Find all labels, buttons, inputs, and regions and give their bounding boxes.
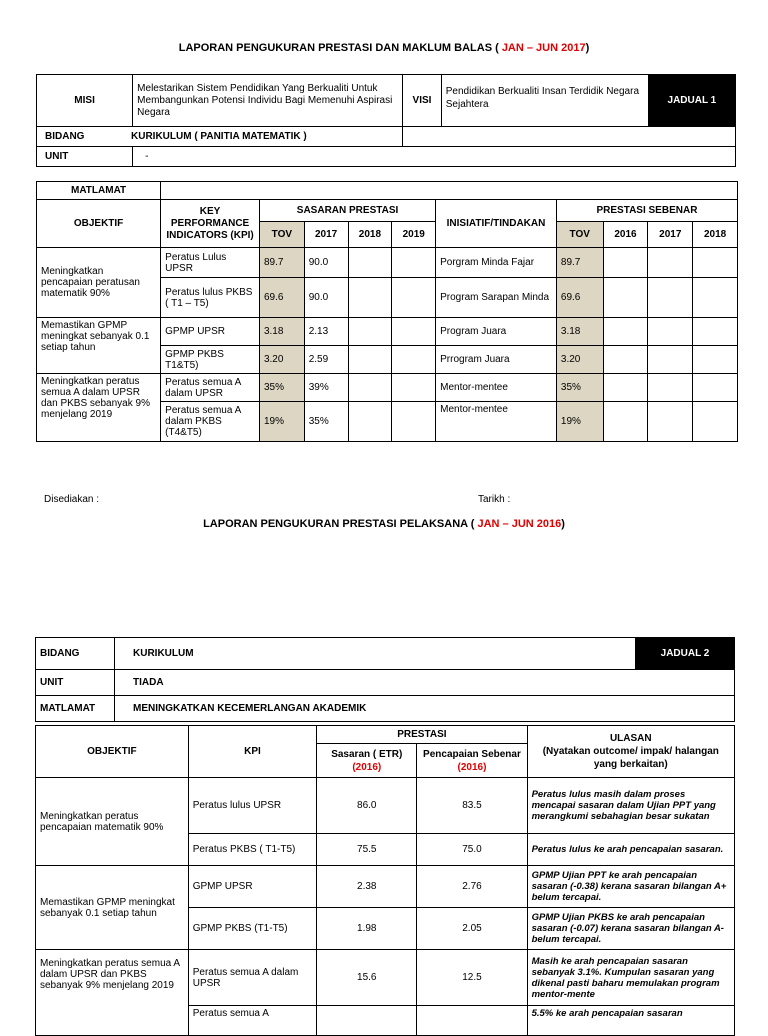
report1-main-table <box>36 181 738 442</box>
ulasan-cell: GPMP Ujian PPT ke arah pencapaian sasaran (-0.38) kerana sasaran bilangan A+ belum tercapai. <box>527 866 734 908</box>
prestasi-tov-header: TOV <box>556 222 603 248</box>
ulasan-cell: 5.5% ke arah pencapaian sasaran <box>527 1006 734 1036</box>
bidang-value: KURIKULUM ( PANITIA MATEMATIK ) <box>131 131 307 142</box>
kpi2-header: KPI <box>188 726 316 778</box>
kpi2-cell: GPMP PKBS (T1-T5) <box>188 908 316 950</box>
sasaran-2017-cell: 2.13 <box>304 318 348 346</box>
report1-header-table <box>36 74 736 167</box>
kpi-cell: Peratus Lulus UPSR <box>161 248 260 278</box>
unit2-label: UNIT <box>36 670 115 696</box>
prestasi-2016-header: 2016 <box>603 222 648 248</box>
table-row <box>36 950 735 1006</box>
sasaran2-cell: 86.0 <box>317 778 417 834</box>
report1-title: LAPORAN PENGUKURAN PRESTASI DAN MAKLUM BALAS ( JAN – JUN 2017) <box>178 42 590 54</box>
tov-cell: 69.6 <box>259 278 304 318</box>
pencapaian2-cell: 75.0 <box>417 834 527 866</box>
prestasi2-header: PRESTASI <box>317 726 527 744</box>
prestasi-2018-header: 2018 <box>693 222 738 248</box>
inisiatif-cell: Program Juara <box>436 318 557 346</box>
sasaran-2017-cell: 90.0 <box>304 248 348 278</box>
prestasi-tov-cell: 3.18 <box>556 318 603 346</box>
tov-cell: 35% <box>259 374 304 402</box>
objektif-cell: Meningkatkan peratus semua A dalam UPSR dan PKBS sebanyak 9% menjelang 2019 <box>37 374 161 442</box>
report2-header-table <box>35 637 735 722</box>
pencapaian2-cell: 2.05 <box>417 908 527 950</box>
tarikh-label: Tarikh : <box>478 494 511 505</box>
inisiatif-cell: Prrogram Juara <box>436 346 557 374</box>
misi-label: MISI <box>37 75 133 127</box>
inisiatif-cell: Mentor-mentee <box>436 402 557 442</box>
inisiatif-cell: Porgram Minda Fajar <box>436 248 557 278</box>
objektif-cell: Memastikan GPMP meningkat sebanyak 0.1 setiap tahun <box>37 318 161 374</box>
pencapaian2-cell: 83.5 <box>417 778 527 834</box>
report2-title: LAPORAN PENGUKURAN PRESTASI PELAKSANA ( JAN – JUN 2016) <box>203 518 565 530</box>
inisiatif-cell: Program Sarapan Minda <box>436 278 557 318</box>
table-row <box>37 248 738 278</box>
sasaran2-cell: 15.6 <box>317 950 417 1006</box>
misi-text: Melestarikan Sistem Pendidikan Yang Berkualiti Untuk Membangunkan Potensi Individu Bagi Memenuhi Aspirasi Negara <box>133 75 403 127</box>
sasaran-2017-cell: 2.59 <box>304 346 348 374</box>
prestasi-tov-cell: 35% <box>556 374 603 402</box>
jadual-2-badge: JADUAL 2 <box>636 638 735 670</box>
bidang2-label: BIDANG <box>36 638 115 670</box>
report1-title-period: JAN – JUN 2017 <box>501 42 586 54</box>
report2-title-period: JAN – JUN 2016 <box>477 518 562 530</box>
ulasan-cell: Peratus lulus masih dalam proses mencapai sasaran dalam Ujian PPT yang merangkumi sebahagian besar sukatan <box>527 778 734 834</box>
kpi2-cell: GPMP UPSR <box>188 866 316 908</box>
sasaran-2018-header: 2018 <box>348 222 392 248</box>
unit-value: - <box>133 147 736 167</box>
sasaran-etr-header: Sasaran ( ETR) (2016) <box>317 744 417 778</box>
pencapaian2-cell: 12.5 <box>417 950 527 1006</box>
tov-header: TOV <box>259 222 304 248</box>
visi-label: VISI <box>403 75 442 127</box>
kpi-cell: GPMP UPSR <box>161 318 260 346</box>
kpi-cell: Peratus semua A dalam PKBS (T4&T5) <box>161 402 260 442</box>
prestasi-2017-header: 2017 <box>648 222 693 248</box>
objektif2-cell: Memastikan GPMP meningkat sebanyak 0.1 setiap tahun <box>36 866 189 950</box>
objektif2-header: OBJEKTIF <box>36 726 189 778</box>
report2-main-table <box>35 725 735 1036</box>
unit2-value: TIADA <box>115 670 735 696</box>
objektif2-cell: Meningkatkan peratus semua A dalam UPSR dan PKBS sebanyak 9% menjelang 2019 <box>36 950 189 1036</box>
pencapaian2-cell: 2.76 <box>417 866 527 908</box>
kpi2-cell: Peratus semua A <box>188 1006 316 1036</box>
sasaran-2019-header: 2019 <box>392 222 436 248</box>
matlamat2-value: MENINGKATKAN KECEMERLANGAN AKADEMIK <box>115 696 735 722</box>
ulasan-header: ULASAN (Nyatakan outcome/ impak/ halangan yang berkaitan) <box>527 726 734 778</box>
inisiatif-header: INISIATIF/TINDAKAN <box>436 200 557 248</box>
tov-cell: 3.18 <box>259 318 304 346</box>
disediakan-label: Disediakan : <box>44 494 100 505</box>
prestasi-tov-cell: 19% <box>556 402 603 442</box>
sasaran2-cell: 1.98 <box>317 908 417 950</box>
table-row <box>36 778 735 834</box>
table-row <box>37 318 738 346</box>
kpi2-cell: Peratus lulus UPSR <box>188 778 316 834</box>
kpi2-cell: Peratus PKBS ( T1-T5) <box>188 834 316 866</box>
kpi-cell: Peratus lulus PKBS ( T1 – T5) <box>161 278 260 318</box>
prestasi-tov-cell: 69.6 <box>556 278 603 318</box>
sasaran-2017-header: 2017 <box>304 222 348 248</box>
table-row <box>36 866 735 908</box>
bidang-label: BIDANG KURIKULUM ( PANITIA MATEMATIK ) <box>37 127 403 147</box>
kpi2-cell: Peratus semua A dalam UPSR <box>188 950 316 1006</box>
objektif-cell: Meningkatkan pencapaian peratusan matematik 90% <box>37 248 161 318</box>
sasaran-2017-cell: 90.0 <box>304 278 348 318</box>
matlamat2-label: MATLAMAT <box>36 696 115 722</box>
prestasi-sebenar-header: PRESTASI SEBENAR <box>556 200 737 222</box>
matlamat-header: MATLAMAT <box>37 182 161 200</box>
tov-cell: 89.7 <box>259 248 304 278</box>
kpi-cell: Peratus semua A dalam UPSR <box>161 374 260 402</box>
prestasi-tov-cell: 3.20 <box>556 346 603 374</box>
prestasi-tov-cell: 89.7 <box>556 248 603 278</box>
tov-cell: 3.20 <box>259 346 304 374</box>
sasaran-header: SASARAN PRESTASI <box>259 200 435 222</box>
unit-label: UNIT <box>37 147 133 167</box>
objektif-header: OBJEKTIF <box>37 200 161 248</box>
sasaran2-cell: 75.5 <box>317 834 417 866</box>
inisiatif-cell: Mentor-mentee <box>436 374 557 402</box>
sasaran2-cell: 2.38 <box>317 866 417 908</box>
ulasan-cell: Peratus lulus ke arah pencapaian sasaran. <box>527 834 734 866</box>
pencapaian-header: Pencapaian Sebenar (2016) <box>417 744 527 778</box>
table-row <box>37 374 738 402</box>
sasaran-2017-cell: 35% <box>304 402 348 442</box>
ulasan-cell: Masih ke arah pencapaian sasaran sebanyak 3.1%. Kumpulan sasaran yang dikenal pasti baharu memulakan program mentor-mente <box>527 950 734 1006</box>
ulasan-cell: GPMP Ujian PKBS ke arah pencapaian sasaran (-0.07) kerana sasaran bilangan A- belum tercapai. <box>527 908 734 950</box>
kpi-cell: GPMP PKBS T1&T5) <box>161 346 260 374</box>
kpi-header: KEY PERFORMANCE INDICATORS (KPI) <box>161 200 260 248</box>
visi-text: Pendidikan Berkualiti Insan Terdidik Negara Sejahtera <box>441 75 648 127</box>
bidang2-value: KURIKULUM <box>115 638 636 670</box>
sasaran-2017-cell: 39% <box>304 374 348 402</box>
objektif2-cell: Meningkatkan peratus pencapaian matematik 90% <box>36 778 189 866</box>
jadual-1-badge: JADUAL 1 <box>648 75 735 127</box>
tov-cell: 19% <box>259 402 304 442</box>
